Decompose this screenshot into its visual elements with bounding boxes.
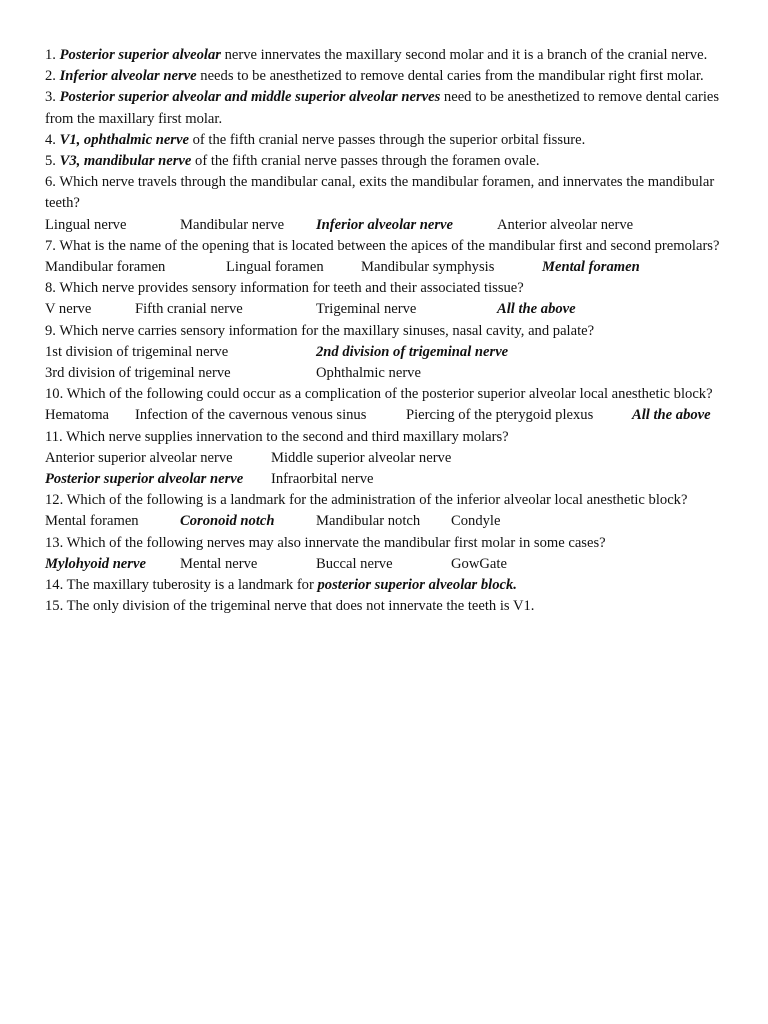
option: 1st division of trigeminal nerve	[45, 343, 229, 360]
option: Lingual nerve	[45, 216, 127, 233]
statement-1: 1. Posterior superior alveolar nerve innervates the maxillary second molar and it is a branch of the cranial nerve.	[45, 47, 708, 63]
question-9-options-row-1	[45, 342, 735, 363]
statement-3: 3. Posterior superior alveolar and middle superior alveolar nerves need to be anesthetized to remove dental caries from the maxillary first molar.	[45, 89, 720, 127]
option-correct: 2nd division of trigeminal nerve	[316, 343, 509, 360]
question-11-options-row-2	[45, 469, 735, 490]
option-correct: Coronoid notch	[180, 513, 275, 530]
option: Lingual foramen	[226, 259, 324, 276]
option: Mandibular notch	[316, 513, 421, 530]
option: Fifth cranial nerve	[135, 301, 243, 318]
answer-emphasis: Posterior superior alveolar	[59, 47, 221, 63]
statement-2: 2. Inferior alveolar nerve needs to be anesthetized to remove dental caries from the mandibular right first molar.	[45, 68, 704, 85]
option: 3rd division of trigeminal nerve	[45, 364, 231, 381]
answer-emphasis: V1, ophthalmic nerve	[59, 131, 189, 148]
answer-emphasis: posterior superior alveolar block.	[317, 576, 517, 593]
option-correct: Posterior superior alveolar nerve	[45, 470, 244, 487]
question-13: 13. Which of the following nerves may also innervate the mandibular first molar in some cases?	[45, 534, 606, 551]
option: V nerve	[45, 301, 92, 318]
option: GowGate	[451, 555, 507, 572]
quiz-document	[45, 45, 735, 617]
option: Ophthalmic nerve	[316, 364, 421, 381]
question-10-options	[45, 405, 735, 426]
option: Middle superior alveolar nerve	[271, 449, 452, 466]
question-9: 9. Which nerve carries sensory information for the maxillary sinuses, nasal cavity, and palate?	[45, 322, 595, 339]
question-11: 11. Which nerve supplies innervation to the second and third maxillary molars?	[45, 428, 509, 445]
question-13-options	[45, 554, 735, 575]
statement-15: 15. The only division of the trigeminal nerve that does not innervate the teeth is V1.	[45, 598, 535, 615]
option: Piercing of the pterygoid plexus	[406, 407, 594, 424]
question-6-options	[45, 215, 735, 236]
answer-emphasis: Posterior superior alveolar and middle superior alveolar nerves	[59, 89, 441, 106]
option: Infection of the cavernous venous sinus	[135, 407, 367, 424]
option: Trigeminal nerve	[316, 301, 417, 318]
question-11-options-row-1	[45, 448, 735, 469]
option: Mental foramen	[45, 513, 139, 530]
statement-14: 14. The maxillary tuberosity is a landmark for posterior superior alveolar block.	[45, 576, 517, 593]
option: Infraorbital nerve	[271, 470, 374, 487]
answer-emphasis: V3, mandibular nerve	[59, 153, 192, 170]
question-9-options-row-2	[45, 363, 735, 384]
option: Mandibular nerve	[180, 216, 285, 233]
option-correct: Mylohyoid nerve	[45, 555, 146, 572]
option: Hematoma	[45, 407, 110, 424]
option: Mandibular foramen	[45, 259, 166, 276]
statement-4: 4. V1, ophthalmic nerve of the fifth cranial nerve passes through the superior orbital fissure.	[45, 131, 586, 148]
option-correct: Mental foramen	[542, 259, 640, 276]
option-correct: All the above	[497, 301, 576, 318]
question-8-options	[45, 299, 735, 320]
option-correct: Inferior alveolar nerve	[316, 216, 454, 233]
question-12-options	[45, 511, 735, 532]
option: Buccal nerve	[316, 555, 393, 572]
option: Mental nerve	[180, 555, 258, 572]
question-6: 6. Which nerve travels through the mandibular canal, exits the mandibular foramen, and innervates the mandibular teeth?	[45, 174, 715, 212]
statement-5: 5. V3, mandibular nerve of the fifth cranial nerve passes through the foramen ovale.	[45, 153, 540, 170]
option: Mandibular symphysis	[361, 259, 495, 276]
answer-emphasis: Inferior alveolar nerve	[59, 68, 197, 85]
question-10: 10. Which of the following could occur as a complication of the posterior superior alveolar local anesthetic block?	[45, 386, 713, 403]
question-7: 7. What is the name of the opening that is located between the apices of the mandibular first and second premolars?	[45, 237, 720, 254]
option-correct: All the above	[632, 407, 711, 424]
question-12: 12. Which of the following is a landmark for the administration of the inferior alveolar local anesthetic block?	[45, 492, 688, 509]
option: Anterior superior alveolar nerve	[45, 449, 233, 466]
option: Anterior alveolar nerve	[497, 216, 634, 233]
question-7-options	[45, 257, 735, 278]
question-8: 8. Which nerve provides sensory information for teeth and their associated tissue?	[45, 280, 524, 297]
option: Condyle	[451, 513, 501, 530]
